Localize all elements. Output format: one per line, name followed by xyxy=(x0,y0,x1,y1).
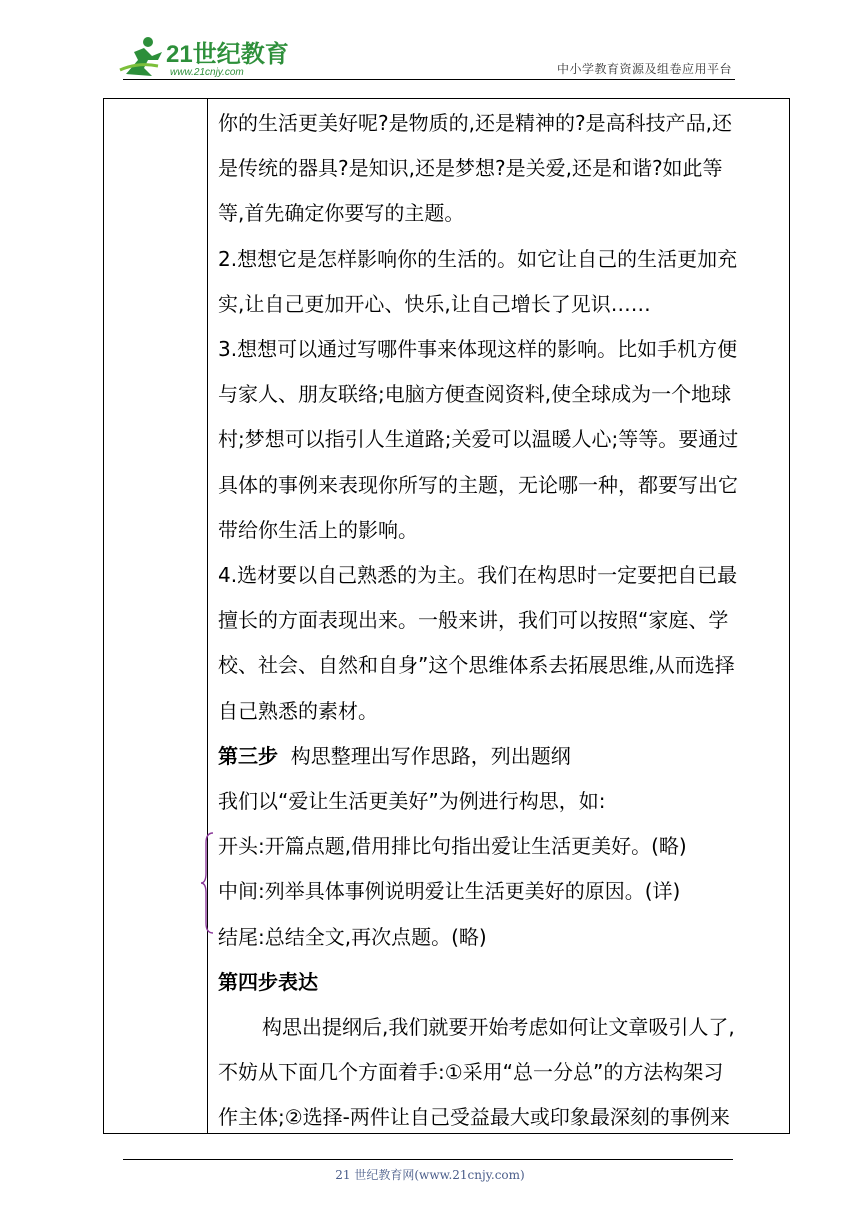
page-header xyxy=(0,0,860,90)
paragraph-line: 构思出提纲后,我们就要开始考虑如何让文章吸引人了, xyxy=(262,1015,735,1040)
text-line: 自己熟悉的素材。 xyxy=(218,698,378,723)
platform-tagline: 中小学教育资源及组卷应用平台 xyxy=(556,62,732,76)
text-line: 实,让自己更加开心、快乐,让自己增长了见识…… xyxy=(218,291,651,316)
text-line: 带给你生活上的影响。 xyxy=(218,517,418,542)
text-line: 你的生活更美好呢?是物质的,还是精神的?是高科技产品,还 xyxy=(218,111,732,135)
footer-text: 21 世纪教育网(www.21cnjy.com) xyxy=(335,1168,525,1182)
step3-text: 构思整理出写作思路，列出题纲 xyxy=(278,743,571,768)
example-intro: 我们以“爱让生活更美好”为例进行构思，如: xyxy=(218,789,606,814)
content-table xyxy=(103,98,790,1134)
outline-item-opening: 开头:开篇点题,借用排比句指出爱让生活更美好。(略) xyxy=(218,834,687,859)
text-line: 2.想想它是怎样影响你的生活的。如它让自己的生活更加充 xyxy=(218,246,738,271)
outline-item-middle: 中间:列举具体事例说明爱让生活更美好的原因。(详) xyxy=(218,879,681,904)
text-line: 4.选材要以自己熟悉的为主。我们在构思时一定要把自已最 xyxy=(218,563,738,588)
outline-item-ending: 结尾:总结全文,再次点题。(略) xyxy=(218,924,487,949)
text-line: 3.想想可以通过写哪件事来体现这样的影响。比如手机方便 xyxy=(218,337,738,362)
text-line: 与家人、朋友联络;电脑方便查阅资料,使全球成为一个地球 xyxy=(218,382,732,407)
text-line: 等,首先确定你要写的主题。 xyxy=(218,201,465,226)
step4-heading: 第四步表达 xyxy=(218,969,318,994)
footer-divider xyxy=(123,1159,733,1160)
svg-text:www.21cnjy.com: www.21cnjy.com xyxy=(170,67,244,78)
table-content-cell xyxy=(218,101,784,1141)
text-line: 村;梦想可以指引人生道路;关爱可以温暖人心;等等。要通过 xyxy=(218,427,739,452)
text-line: 是传统的器具?是知识,还是梦想?是关爱,还是和谐?如此等 xyxy=(218,156,723,181)
table-left-cell xyxy=(104,99,208,1133)
step3-title: 第三步 xyxy=(218,743,278,768)
paragraph-line: 不妨从下面几个方面着手:①采用“总一分总”的方法构架习 xyxy=(218,1060,724,1085)
runner-figure xyxy=(126,48,162,76)
paragraph-line: 作主体;②选择-两件让自己受益最大或印象最深刻的事例来 xyxy=(218,1105,730,1130)
outline-brace xyxy=(200,831,214,935)
header-divider xyxy=(123,79,735,80)
text-line: 校、社会、自然和自身”这个思维体系去拓展思维,从而选择 xyxy=(218,653,735,678)
svg-text:21世纪教育: 21世纪教育 xyxy=(166,41,289,68)
step3-heading xyxy=(218,734,784,779)
logo-21cnjy xyxy=(118,30,298,80)
text-line: 擅长的方面表现出来。一般来讲，我们可以按照“家庭、学 xyxy=(218,608,729,633)
text-line: 具体的事例来表现你所写的主题，无论哪一种，都要写出它 xyxy=(218,472,738,497)
